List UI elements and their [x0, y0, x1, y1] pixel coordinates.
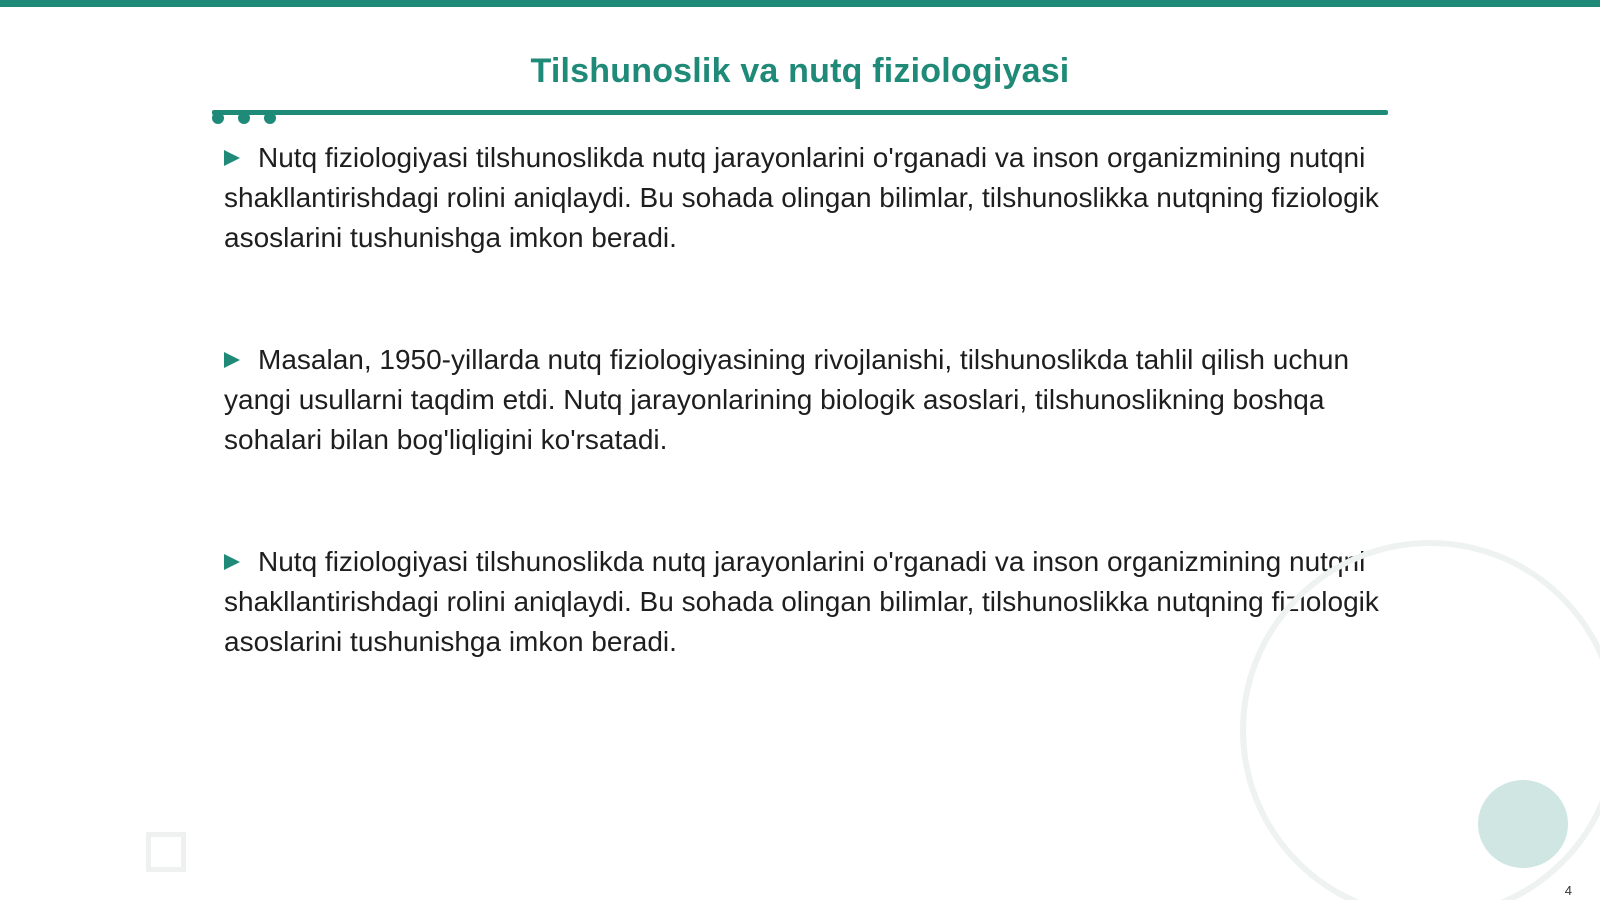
decorative-circle: [1478, 780, 1568, 868]
bullet-text: Nutq fiziologiyasi tilshunoslikda nutq jarayonlarini o'rganadi va inson organizmining nutqni shakllantirishdagi rolini aniqlaydi. Bu sohada olingan bilimlar, tilshunoslikka nutqning fiziologik asoslarini tushunishga imkon beradi.: [224, 142, 1379, 253]
slide-title: Tilshunoslik va nutq fiziologiyasi: [530, 52, 1070, 90]
bullet-list: [224, 138, 1384, 744]
decorative-square: [146, 832, 186, 872]
decorative-dot: [238, 112, 250, 124]
decorative-dot: [264, 112, 276, 124]
decorative-dot: [212, 112, 224, 124]
top-accent-bar: [0, 0, 1600, 7]
triangle-right-icon: [224, 150, 240, 166]
title-underline: [212, 110, 1388, 115]
triangle-right-icon: [224, 554, 240, 570]
bullet-text: Masalan, 1950-yillarda nutq fiziologiyasining rivojlanishi, tilshunoslikda tahlil qilish uchun yangi usullarni taqdim etdi. Nutq jarayonlarining biologik asoslari, tilshunoslikning boshqa sohalari bilan bog'liqligini ko'rsatadi.: [224, 344, 1350, 455]
bullet-item: [224, 138, 1384, 258]
bullet-text: Nutq fiziologiyasi tilshunoslikda nutq jarayonlarini o'rganadi va inson organizmining nutqni shakllantirishdagi rolini aniqlaydi. Bu sohada olingan bilimlar, tilshunoslikka nutqning fiziologik asoslarini tushunishga imkon beradi.: [224, 546, 1379, 657]
triangle-right-icon: [224, 352, 240, 368]
bullet-item: [224, 340, 1384, 460]
bullet-item: [224, 542, 1384, 662]
page-number: 4: [1564, 883, 1572, 898]
